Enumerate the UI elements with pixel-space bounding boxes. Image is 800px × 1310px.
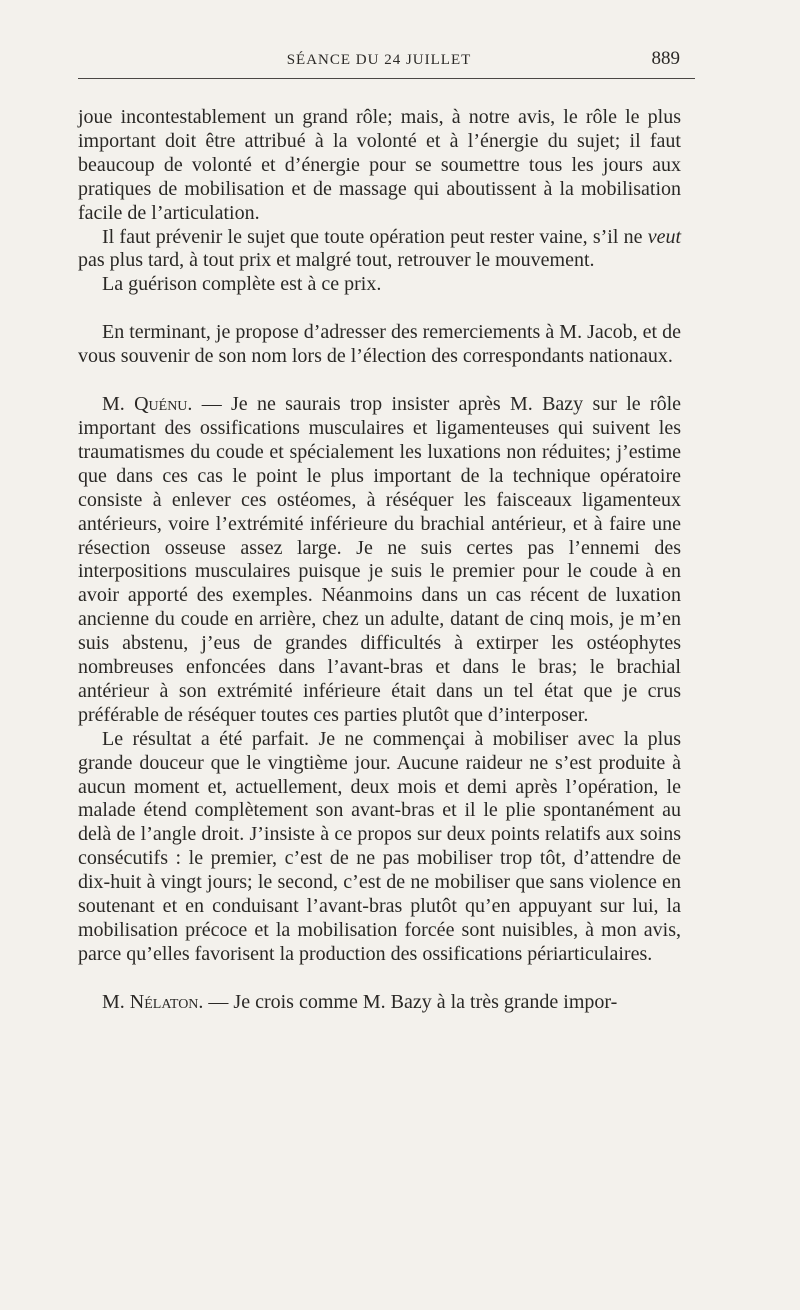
- paragraph-text: Le résultat a été parfait. Je ne commençai à mobiliser avec la plus grande douceur que le vingtième jour. Aucune raideur ne s’est produite à aucun moment et, actuellement, deux mois et demi après l’opération, le malade étend complètement son avant-bras et il le plie spontanément au delà de l’angle droit. J’insiste à ce propos sur deux points relatifs aux soins consécutifs : le premier, c’est de ne pas mobiliser trop tôt, d’attendre de dix-huit à vingt jours; le second, c’est de ne mobiliser que sans violence en soutenant et en conduisant l’avant-bras plutôt qu’en appuyant sur lui, la mobilisation précoce et la mobilisation forcée sont nuisibles, à mon avis, parce qu’elles favorisent la production des ossifications périarticulaires.: [78, 727, 681, 965]
- page-header: [78, 48, 680, 76]
- body-text: [78, 106, 681, 1015]
- paragraph: [78, 226, 681, 274]
- paragraph-text: joue incontestablement un grand rôle; mais, à notre avis, le rôle le plus important doit être attribué à la volonté et à l’énergie du sujet; il faut beaucoup de volonté et d’énergie pour se soumettre tous les jours aux pratiques de mobilisation et de massage qui aboutissent à la mobilisation facile de l’articulation.: [78, 106, 681, 224]
- paragraph-text: La guérison complète est à ce prix.: [102, 273, 382, 296]
- paragraph-continuation: [78, 106, 681, 226]
- speaker-prefix: M.: [102, 990, 125, 1013]
- speaker-name: Nélaton.: [129, 990, 204, 1013]
- paragraph: [78, 728, 681, 967]
- speaker-paragraph-quenu: [78, 393, 681, 728]
- paragraph-text: — Je crois comme M. Bazy à la très grande impor-: [208, 990, 618, 1013]
- speaker-paragraph-nelaton: [78, 991, 681, 1015]
- paragraph-text: — Je ne saurais trop insister après M. Bazy sur le rôle important des ossifications musculaires et ligamenteuses qui suivent les traumatismes du coude et spécialement les luxations non réduites; j’estime que dans ces cas le point le plus important de la technique opératoire consiste à enlever ces ostéomes, à réséquer les faisceaux ligamenteux antérieurs, voire l’extrémité inférieure du brachial antérieur, et à faire une résection osseuse assez large. Je ne suis certes pas l’ennemi des interpositions musculaires puisque je suis le premier pour le coude à en avoir apporté des exemples. Néanmoins dans un cas récent de luxation ancienne du coude en arrière, chez un adulte, datant de cinq mois, je m’en suis abstenu, j’eus de grandes difficultés à extirper les ostéophytes nombreuses enfoncées dans l’avant-bras et dans le bras; le brachial antérieur à son extrémité inférieure était dans un tel état que je crus préférable de réséquer toutes ces parties plutôt que d’interposer.: [78, 393, 682, 726]
- header-rule: [78, 78, 695, 79]
- paragraph-text-before: Il faut prévenir le sujet que toute opération peut rester vaine, s’il ne: [102, 225, 643, 248]
- speaker-name: Quénu.: [134, 393, 193, 416]
- running-title: SÉANCE DU 24 JUILLET: [286, 52, 472, 68]
- paragraph-text-after: pas plus tard, à tout prix et malgré tout, retrouver le mouvement.: [78, 249, 595, 272]
- page-number: 889: [651, 48, 680, 69]
- speaker-prefix: M.: [102, 393, 125, 416]
- paragraph: [78, 273, 681, 297]
- emphasis-word: veut: [647, 225, 682, 248]
- paragraph-text: En terminant, je propose d’adresser des remerciements à M. Jacob, et de vous souvenir de son nom lors de l’élection des correspondants nationaux.: [78, 321, 681, 368]
- paragraph: [78, 321, 681, 369]
